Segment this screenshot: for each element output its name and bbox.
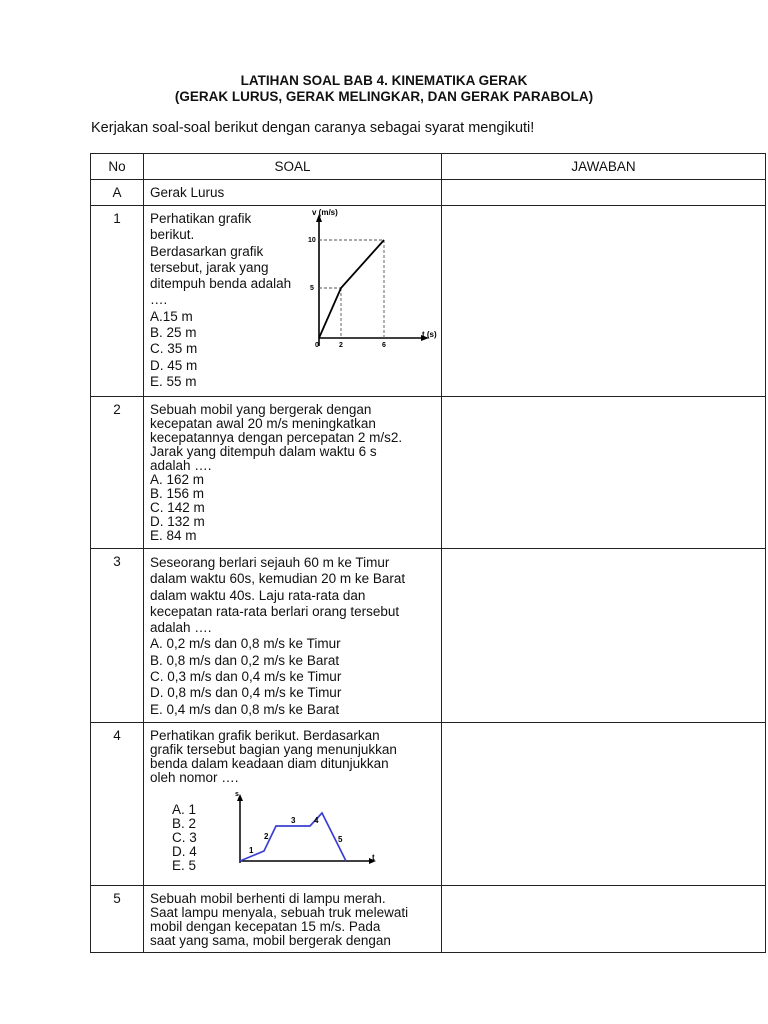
option-c: C. 0,3 m/s dan 0,4 m/s ke Timur [150,669,342,685]
y-tick-label: 5 [310,285,314,292]
question-line: dalam waktu 60s, kemudian 20 m ke Barat [150,571,406,587]
question-line: Berdasarkan grafik [150,243,264,259]
title-line-1: LATIHAN SOAL BAB 4. KINEMATIKA GERAK [240,73,528,88]
question-line: Saat lampu menyala, sebuah truk melewati [150,904,409,920]
table-row [91,885,766,952]
option-c: C. 142 m [150,500,205,515]
y-axis-label: s [235,790,239,798]
table-row [91,722,766,885]
segment-label: 4 [314,815,319,825]
question-text [144,549,441,722]
option-c: C. 3 [172,829,197,845]
question-table [90,153,766,953]
question-number: 2 [113,402,121,417]
question-line: Jarak yang ditempuh dalam waktu 6 s [150,444,377,459]
option-a: A. 0,2 m/s dan 0,8 m/s ke Timur [150,636,341,652]
question-line: kecepatannya dengan percepatan 2 m/s2. [150,430,403,445]
table-row [91,206,766,397]
question-text [144,206,441,394]
option-d: D. 4 [172,843,197,859]
question-number: 4 [113,727,121,743]
question-text [144,397,441,547]
segment-label: 3 [291,815,296,825]
segment-label: 5 [338,834,343,844]
question-line: kecepatan awal 20 m/s meningkatkan [150,416,376,431]
question-line: Sebuah mobil berhenti di lampu merah. [150,890,386,906]
section-label: Gerak Lurus [150,185,225,200]
question-line: grafik tersebut bagian yang menunjukkan [150,741,397,757]
answer-cell[interactable] [442,397,766,549]
question-line: mobil dengan kecepatan 15 m/s. Pada [150,918,381,934]
option-e: E. 5 [172,857,197,873]
question-line: adalah …. [150,458,212,473]
segment-label: 2 [264,831,269,841]
question-line: saat yang sama, mobil bergerak dengan [150,932,391,948]
question-number: 1 [113,211,121,226]
option-d: D. 132 m [150,514,205,529]
question-text [144,723,441,877]
question-line: Seseorang berlari sejauh 60 m ke Timur [150,555,390,570]
x-axis-label: t [372,852,375,862]
question-line: oleh nomor …. [150,769,239,785]
option-c: C. 35 m [150,341,198,357]
header-jawaban: JAWABAN [571,159,636,174]
x-tick-label: 0 [315,342,319,348]
header-soal: SOAL [274,159,311,174]
velocity-time-graph [304,208,439,348]
option-d: D. 0,8 m/s dan 0,4 m/s ke Timur [150,685,342,701]
answer-cell[interactable] [442,180,766,206]
question-line: kecepatan rata-rata berlari orang tersebut [150,603,400,619]
question-line: Perhatikan grafik berikut. Berdasarkan [150,727,380,743]
answer-cell[interactable] [442,206,766,397]
answer-cell[interactable] [442,885,766,952]
option-d: D. 45 m [150,357,198,373]
question-line: adalah …. [150,620,212,636]
answer-cell[interactable] [442,722,766,885]
title-line-2: (GERAK LURUS, GERAK MELINGKAR, DAN GERAK PARABOLA) [174,89,594,104]
segment-label: 1 [249,845,254,855]
velocity-line [319,240,384,338]
option-list [172,790,435,873]
option-a: A.15 m [150,308,193,324]
option-b: B. 2 [172,815,197,831]
x-tick-label: 6 [382,342,386,348]
x-tick-label: 2 [339,342,343,348]
section-no: A [112,185,122,200]
table-header-row [91,154,766,180]
option-b: B. 156 m [150,486,205,501]
question-line: Sebuah mobil yang bergerak dengan [150,402,372,417]
displacement-time-graph [230,791,380,867]
question-line: benda dalam keadaan diam ditunjukkan [150,755,389,771]
question-text [144,886,441,952]
question-line: ditempuh benda adalah [150,276,292,292]
section-row [91,180,766,206]
y-tick-label: 10 [308,237,316,244]
question-line: Perhatikan grafik [150,211,252,226]
question-line: dalam waktu 40s. Laju rata-rata dan [150,587,366,603]
x-axis-label: t (s) [422,330,437,339]
option-e: E. 55 m [150,373,197,389]
answer-cell[interactable] [442,549,766,723]
option-e: E. 0,4 m/s dan 0,8 m/s ke Barat [150,701,340,717]
y-axis-label: v (m/s) [312,208,338,217]
question-line: tersebut, jarak yang [150,259,269,275]
question-number: 5 [113,890,121,906]
table-row [91,549,766,723]
option-a: A. 162 m [150,472,205,487]
question-line: …. [150,292,168,308]
option-b: B. 25 m [150,325,197,341]
option-e: E. 84 m [150,528,197,543]
header-no: No [108,159,126,174]
table-row [91,397,766,549]
option-b: B. 0,8 m/s dan 0,2 m/s ke Barat [150,652,340,668]
option-a: A. 1 [172,801,197,817]
question-line: berikut. [150,227,195,243]
question-number: 3 [113,554,121,569]
instruction-text: Kerjakan soal-soal berikut dengan caranya sebagai syarat mengikuti! [91,120,535,136]
